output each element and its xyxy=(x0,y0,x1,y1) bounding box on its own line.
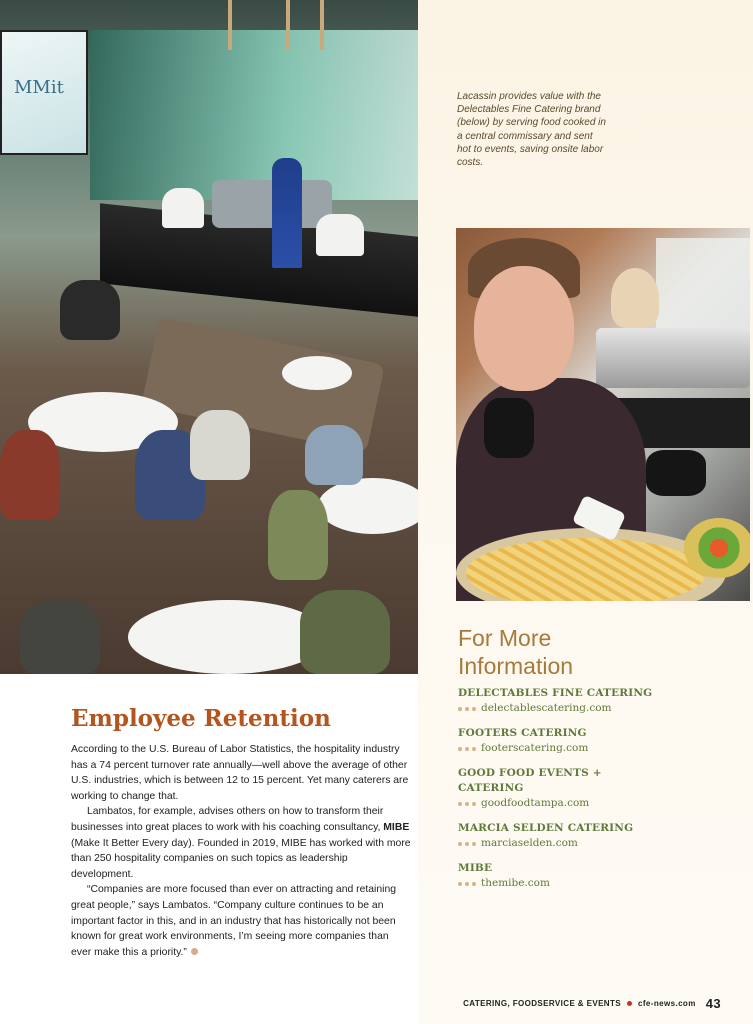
dots-icon xyxy=(458,842,476,846)
info-list xyxy=(458,686,668,901)
dots-icon xyxy=(458,707,476,711)
article-body xyxy=(71,742,411,960)
attendee xyxy=(300,590,390,674)
article-title: Employee Retention xyxy=(71,705,331,732)
attendee xyxy=(305,425,363,485)
article-paragraph xyxy=(71,804,411,882)
company-link[interactable] xyxy=(458,701,668,716)
company-name: MARCIA SELDEN CATERING xyxy=(458,822,634,834)
background-guest xyxy=(611,268,659,328)
salad-dish xyxy=(684,518,750,578)
website-link[interactable]: cfe-news.com xyxy=(638,999,696,1008)
info-item xyxy=(458,821,668,851)
info-item xyxy=(458,726,668,756)
info-item xyxy=(458,861,668,891)
company-link[interactable] xyxy=(458,796,668,811)
publication-name: CATERING, FOODSERVICE & EVENTS xyxy=(463,999,622,1008)
stage-backdrop xyxy=(90,30,418,200)
black-glove xyxy=(646,450,706,496)
article-paragraph xyxy=(71,882,411,960)
company-link[interactable] xyxy=(458,876,668,891)
dots-icon xyxy=(458,747,476,751)
stage-chair xyxy=(162,188,204,228)
company-name: GOOD FOOD EVENTS + CATERING xyxy=(458,767,602,794)
info-item xyxy=(458,686,668,716)
audience-table xyxy=(282,356,352,390)
bullet-icon xyxy=(627,1001,632,1006)
end-mark-icon xyxy=(191,948,198,955)
company-url[interactable]: goodfoodtampa.com xyxy=(481,797,590,809)
paragraph-text: “Companies are more focused than ever on attracting and retaining great people,” says Lambatos. “Company culture continues to be an important factor in this, and in an industry that has historically not been known for great work environments, I’m seeing more companies than ever make this a priority.” xyxy=(71,884,397,958)
dots-icon xyxy=(458,882,476,886)
paragraph-text: (Make It Better Every day). Founded in 2019, MIBE has worked with more than 250 hospitality companies on such topics as leadership development. xyxy=(71,837,411,880)
page-footer xyxy=(463,996,721,1011)
audience-table xyxy=(318,478,418,534)
photo-caption: Lacassin provides value with the Delectables Fine Catering brand (below) by serving food cooked in a central commissary and sent hot to events, saving onsite labor costs. xyxy=(457,91,606,169)
attendee xyxy=(268,490,328,580)
audience-table xyxy=(128,600,328,674)
company-name: FOOTERS CATERING xyxy=(458,727,587,739)
mibe-bold: MIBE xyxy=(383,821,410,833)
chef-face xyxy=(474,266,574,391)
stage-light xyxy=(286,0,290,50)
attendee xyxy=(20,600,100,674)
chef-photo xyxy=(456,228,750,601)
company-url[interactable]: delectablescatering.com xyxy=(481,702,612,714)
stage-light xyxy=(228,0,232,50)
black-glove xyxy=(484,398,534,458)
paragraph-text: Lambatos, for example, advises others on how to transform their businesses into great places to work with his coaching consultancy, xyxy=(71,806,384,833)
event-photo xyxy=(0,0,418,674)
attendee xyxy=(190,410,250,480)
company-url[interactable]: marciaselden.com xyxy=(481,837,578,849)
chafing-dishes xyxy=(596,328,750,388)
page-number: 43 xyxy=(705,996,721,1011)
company-name: DELECTABLES FINE CATERING xyxy=(458,687,653,699)
article-paragraph: According to the U.S. Bureau of Labor Statistics, the hospitality industry has a 74 percent turnover rate annually—well above the average of other U.S. industries, which is between 12 to 15 percent. Yet many caterers are working to change that. xyxy=(71,744,409,802)
screen-text: MMit xyxy=(14,77,64,98)
info-item xyxy=(458,766,668,811)
company-link[interactable] xyxy=(458,741,668,756)
attendee xyxy=(60,280,120,340)
stage-chair xyxy=(316,214,364,256)
speaker-figure xyxy=(272,158,302,268)
info-heading: For More Information xyxy=(458,625,574,679)
company-url[interactable]: footerscatering.com xyxy=(481,742,589,754)
company-link[interactable] xyxy=(458,836,668,851)
company-url[interactable]: themibe.com xyxy=(481,877,550,889)
dots-icon xyxy=(458,802,476,806)
projection-screen xyxy=(0,30,88,155)
pasta-dish xyxy=(466,538,706,601)
company-name: MIBE xyxy=(458,862,493,874)
stage-light xyxy=(320,0,324,50)
attendee xyxy=(0,430,60,520)
